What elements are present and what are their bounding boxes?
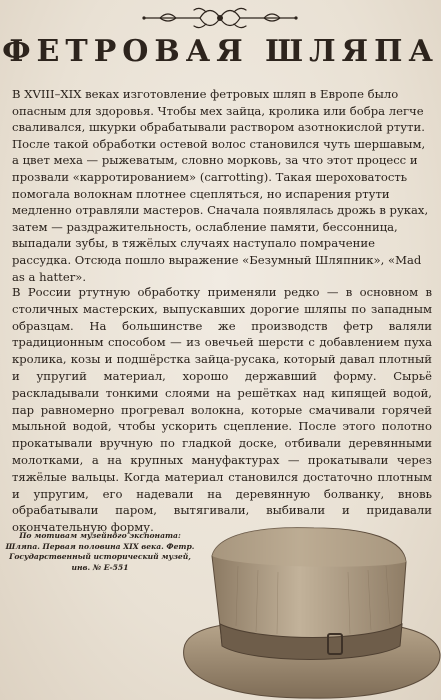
- floral-ornament-icon: [140, 4, 300, 32]
- page-title: ФЕТРОВАЯ ШЛЯПА: [2, 34, 439, 69]
- felt-hat-illustration: [178, 516, 441, 700]
- museum-caption: По мотивам музейного экспоната: Шляпа. Первая половина XIX века. Фетр. Государственный исторический музей, инв. № Е-551: [5, 531, 195, 572]
- paragraph-russia: В России ртутную обработку применяли редко — в основном в столичных мастерских, выпускавших дорогие шляпы по западным образцам. На большинстве же производств фетр валяли традиционным способом — из овечьей шерсти с добавлением пуха кролика, козы и подшёрстка зайца-русака, который давал плотный и упругий материал, хорошо державший форму. Сырьё раскладывали тонкими слоями на решётках над кипящей водой, пар равномерно прогревал волокна, которые смачивали горячей мыльной водой, чтобы ускорить сцепление. После этого полотно прокатывали вручную по гладкой доске, отбивали деревянными молотками, а на крупных мануфактурах — прокатывали через тяжёлые вальцы. Когда материал становился достаточно плотным и упругим, его надевали на деревянную болванку, вновь обрабатывали паром, вытягивали, выбивали и придавали окончательную форму.: [12, 285, 432, 535]
- paragraph-mercury: В XVIII–XIX веках изготовление фетровых шляп в Европе было опасным для здоровья. Чтобы мех зайца, кролика или бобра легче сваливался, шкурки обрабатывали раствором азотнокислой ртути. После такой обработки остевой волос становился чуть шершавым, а цвет меха — рыжеватым, словно морковь, за что этот процесс и прозвали «карротированием» (carrotting). Такая шероховатость помогала волокнам плотнее сцепляться, но испарения ртути медленно отравляли мастеров. Сначала появлялась дрожь в руках, затем — раздражительность, ослабление памяти, бессонница, выпадали зубы, в тяжёлых случаях наступало помрачение рассудка. Отсюда пошло выражение «Безумный Шляпник», «Mad as a hatter».: [12, 87, 429, 284]
